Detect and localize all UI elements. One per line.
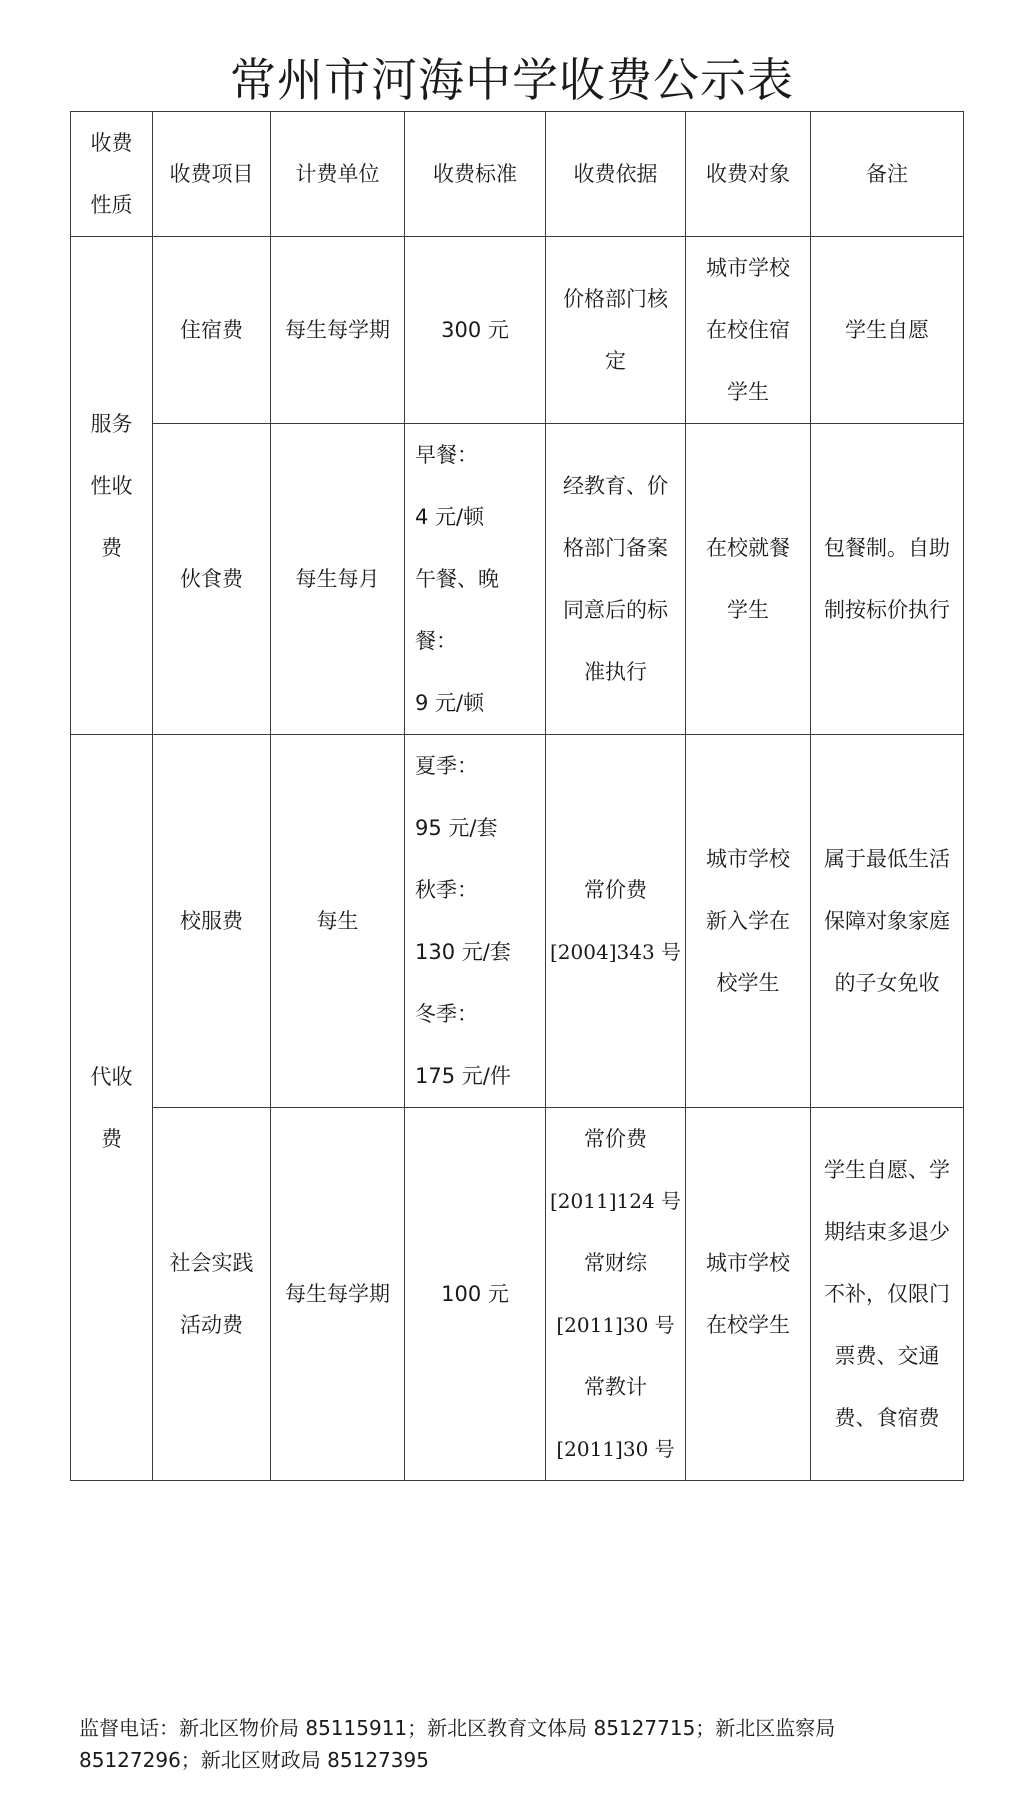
cell-standard: 夏季： 95 元/套 秋季： 130 元/套 冬季： 175 元/件 <box>405 735 546 1108</box>
cell-item: 校服费 <box>153 735 271 1108</box>
cell-unit: 每生 <box>271 735 405 1108</box>
table-row <box>71 1108 964 1481</box>
cell-basis: 常价费 [2004]343 号 <box>546 735 686 1108</box>
cell-unit: 每生每月 <box>271 424 405 735</box>
header-row <box>71 112 964 237</box>
header-nature: 收费 性质 <box>71 112 153 237</box>
page-title: 常州市河海中学收费公示表 <box>230 53 794 107</box>
header-basis: 收费依据 <box>546 112 686 237</box>
group-service: 服务 性收 费 <box>71 237 153 735</box>
cell-remark: 包餐制。自助 制按标价执行 <box>811 424 964 735</box>
cell-standard: 100 元 <box>405 1108 546 1481</box>
header-target: 收费对象 <box>686 112 811 237</box>
cell-standard: 早餐： 4 元/顿 午餐、晚 餐： 9 元/顿 <box>405 424 546 735</box>
cell-remark: 属于最低生活 保障对象家庭 的子女免收 <box>811 735 964 1108</box>
header-remark: 备注 <box>811 112 964 237</box>
header-item: 收费项目 <box>153 112 271 237</box>
cell-basis: 经教育、价 格部门备案 同意后的标 准执行 <box>546 424 686 735</box>
header-unit: 计费单位 <box>271 112 405 237</box>
cell-item: 社会实践 活动费 <box>153 1108 271 1481</box>
header-standard: 收费标准 <box>405 112 546 237</box>
table-row <box>71 237 964 424</box>
footer-line-1: 监督电话：新北区物价局 85115911；新北区教育文体局 85127715；新北区监察局 <box>79 1716 836 1740</box>
cell-target: 城市学校 在校学生 <box>686 1108 811 1481</box>
cell-standard: 300 元 <box>405 237 546 424</box>
footer-line-2: 85127296；新北区财政局 85127395 <box>79 1748 429 1772</box>
cell-basis: 常价费 [2011]124 号 常财综 [2011]30 号 常教计 [2011]30 号 <box>546 1108 686 1481</box>
cell-unit: 每生每学期 <box>271 1108 405 1481</box>
cell-target: 城市学校 新入学在 校学生 <box>686 735 811 1108</box>
cell-item: 住宿费 <box>153 237 271 424</box>
supervision-footer <box>79 1712 979 1776</box>
cell-item: 伙食费 <box>153 424 271 735</box>
fee-table <box>70 111 964 1481</box>
cell-target: 在校就餐 学生 <box>686 424 811 735</box>
cell-remark: 学生自愿、学 期结束多退少 不补，仅限门 票费、交通 费、食宿费 <box>811 1108 964 1481</box>
table-row <box>71 424 964 735</box>
cell-basis: 价格部门核 定 <box>546 237 686 424</box>
group-agency: 代收 费 <box>71 735 153 1481</box>
cell-target: 城市学校 在校住宿 学生 <box>686 237 811 424</box>
table-row <box>71 735 964 1108</box>
cell-remark: 学生自愿 <box>811 237 964 424</box>
cell-unit: 每生每学期 <box>271 237 405 424</box>
